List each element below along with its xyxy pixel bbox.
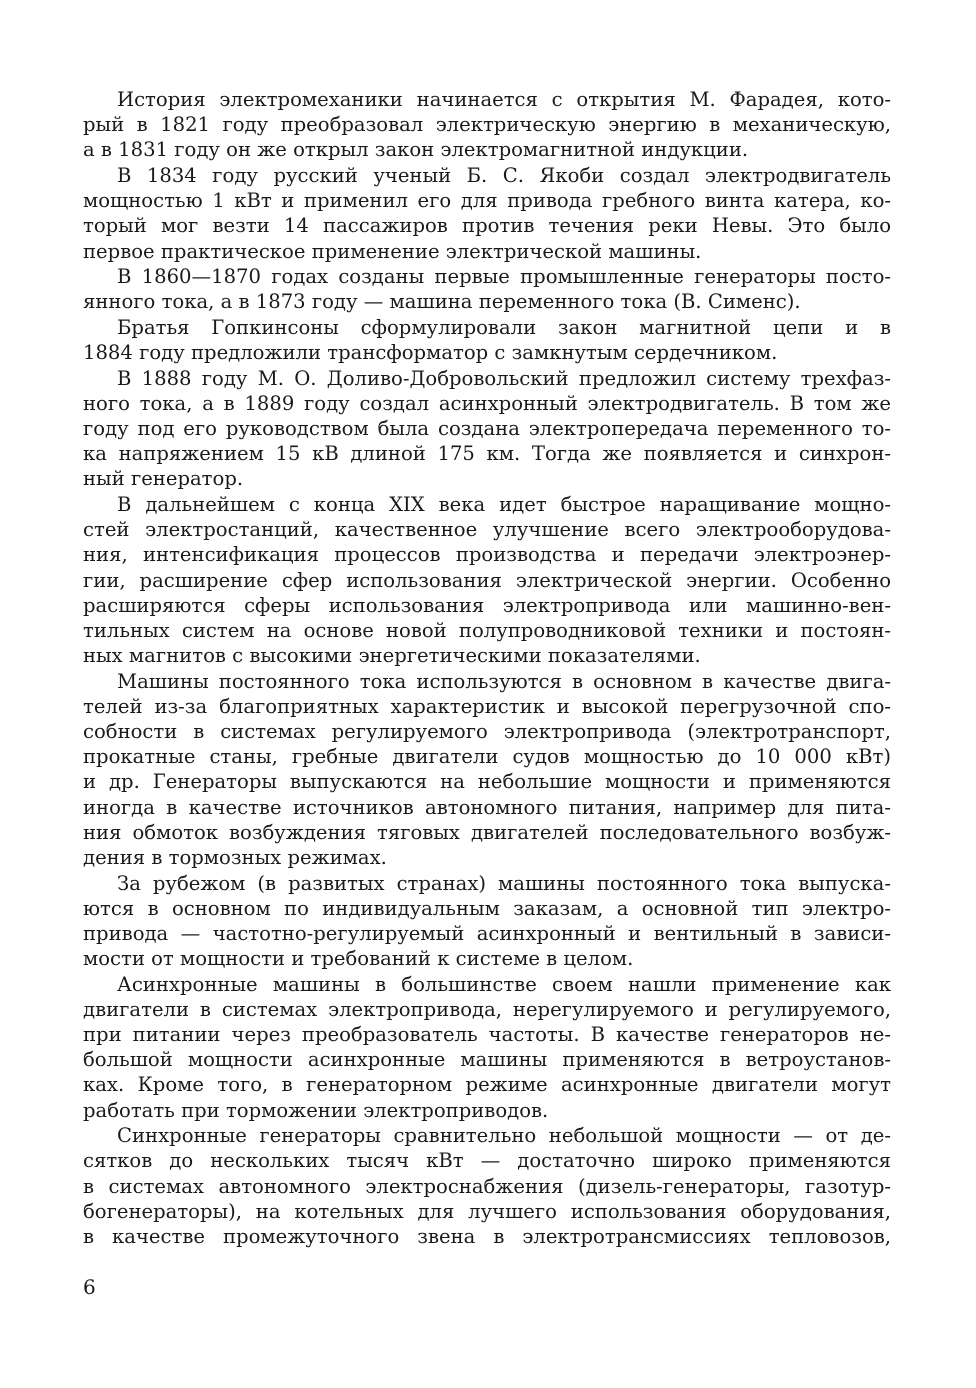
paragraph <box>83 366 891 492</box>
text-line: История электромеханики начинается с открытия М. Фарадея, кото- <box>117 88 891 111</box>
text-line: привода — частотно-регулируемый асинхронный и вентильный в зависи- <box>83 921 891 945</box>
text-line: мощностью 1 кВт и применил его для привода гребного винта катера, ко- <box>83 189 891 213</box>
text-line: В 1888 году М. О. Доливо-Добровольский предложил систему трехфаз- <box>117 366 891 390</box>
paragraph <box>83 972 891 1123</box>
page-body <box>83 87 891 1249</box>
text-line: двигатели в системах электропривода, нерегулируемого и регулируемого, <box>83 997 891 1021</box>
text-line: В 1834 году русский ученый Б. С. Якоби создал электродвигатель <box>117 163 891 187</box>
page-number: 6 <box>83 1275 96 1299</box>
text-line: а в 1831 году он же открыл закон электромагнитной индукции. <box>83 138 749 162</box>
text-line: За рубежом (в развитых странах) машины постоянного тока выпуска- <box>117 871 891 895</box>
text-line: В 1860—1870 годах созданы первые промышленные генераторы посто- <box>117 265 891 289</box>
paragraph <box>83 315 891 365</box>
text-line: торый мог везти 14 пассажиров против течения реки Невы. Это было <box>83 214 891 238</box>
paragraph <box>83 264 891 314</box>
text-line: сятков до нескольких тысяч кВт — достаточно широко применяются <box>83 1149 891 1173</box>
text-line: ются в основном по индивидуальным заказам, а основной тип электро- <box>83 896 891 920</box>
text-line: ка напряжением 15 кВ длиной 175 км. Тогда же появляется и синхрон- <box>83 442 891 466</box>
text-line: собности в системах регулируемого электропривода (электротранспорт, <box>83 720 891 744</box>
text-line: стей электростанций, качественное улучшение всего электрооборудова- <box>83 518 891 542</box>
text-line: ных магнитов с высокими энергетическими показателями. <box>83 644 701 668</box>
text-line: в качестве промежуточного звена в электротрансмиссиях тепловозов, <box>83 1224 891 1248</box>
text-line: расширяются сферы использования электропривода или машинно-вен- <box>83 593 891 617</box>
text-line: иногда в качестве источников автономного питания, например для пита- <box>83 795 891 819</box>
paragraph <box>83 1123 891 1249</box>
text-line: прокатные станы, гребные двигатели судов мощностью до 10 000 кВт) <box>83 745 891 769</box>
text-line: работать при торможении электроприводов. <box>83 1098 549 1122</box>
text-line: большой мощности асинхронные машины применяются в ветроустанов- <box>83 1048 891 1072</box>
text-line: ного тока, а в 1889 году создал асинхронный электродвигатель. В том же <box>83 391 891 415</box>
text-line: Братья Гопкинсоны сформулировали закон магнитной цепи и в <box>117 315 891 339</box>
text-line: телей из-за благоприятных характеристик и высокой перегрузочной спо- <box>83 694 891 718</box>
text-line: рый в 1821 году преобразовал электрическую энергию в механическую, <box>83 113 891 137</box>
text-line: дения в тормозных режимах. <box>83 845 387 869</box>
text-line: ния, интенсификация процессов производства и передачи электроэнер- <box>83 543 891 567</box>
text-line: янного тока, а в 1873 году — машина переменного тока (В. Сименс). <box>83 290 801 314</box>
text-line: гии, расширение сфер использования электрической энергии. Особенно <box>83 568 891 592</box>
text-line: ный генератор. <box>83 467 244 491</box>
paragraph <box>83 669 891 871</box>
text-line: в системах автономного электроснабжения (дизель-генераторы, газотур- <box>83 1174 891 1198</box>
text-line: ках. Кроме того, в генераторном режиме асинхронные двигатели могут <box>83 1073 891 1097</box>
text-line: В дальнейшем с конца XIX века идет быстрое наращивание мощно- <box>117 492 891 516</box>
text-line: Асинхронные машины в большинстве своем нашли применение как <box>117 972 891 996</box>
text-line: первое практическое применение электрической машины. <box>83 239 702 263</box>
paragraph <box>83 492 891 668</box>
paragraph <box>83 163 891 264</box>
text-line: году под его руководством была создана электропередача переменного то- <box>83 417 891 440</box>
paragraph <box>83 871 891 972</box>
text-line: мости от мощности и требований к системе в целом. <box>83 947 634 971</box>
text-line: богенераторы), на котельных для лучшего использования оборудования, <box>83 1199 891 1223</box>
text-line: и др. Генераторы выпускаются на небольшие мощности и применяются <box>83 770 891 794</box>
text-line: ния обмоток возбуждения тяговых двигателей последовательного возбуж- <box>83 820 891 844</box>
text-line: 1884 году предложили трансформатор с замкнутым сердечником. <box>83 341 778 365</box>
text-line: Синхронные генераторы сравнительно небольшой мощности — от де- <box>117 1124 891 1148</box>
text-line: тильных систем на основе новой полупроводниковой техники и постоян- <box>83 618 891 642</box>
text-line: Машины постоянного тока используются в основном в качестве двига- <box>117 669 891 693</box>
paragraph <box>83 87 891 163</box>
text-line: при питании через преобразователь частоты. В качестве генераторов не- <box>83 1023 891 1047</box>
